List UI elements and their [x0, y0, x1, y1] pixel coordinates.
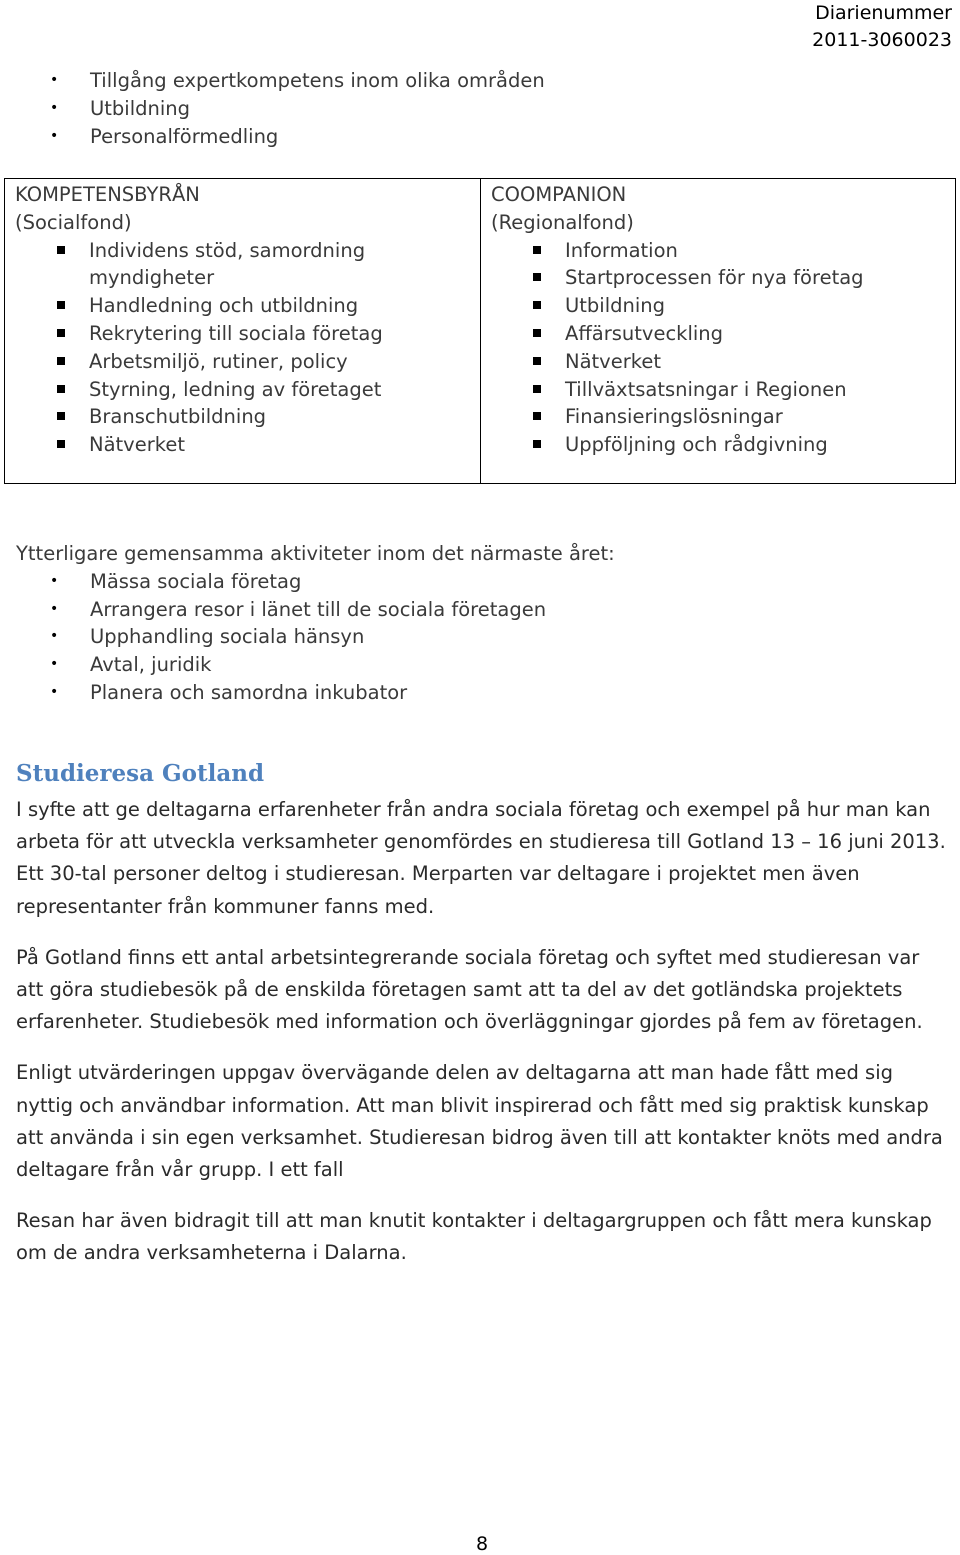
square-bullet-list [15, 237, 480, 459]
list-item: • Planera och samordna inkubator [50, 679, 615, 707]
list-item: Styrning, ledning av företaget [15, 376, 480, 404]
cell-subtitle: (Regionalfond) [491, 210, 634, 234]
diary-number: 2011-3060023 [812, 29, 952, 51]
paragraph: På Gotland finns ett antal arbetsintegrerande sociala företag och syftet med studieresan var att göra studiebesök på de enskilda företagen samt att ta del av det gotländska projektets erfarenheter. Studiebesök med information och överläggningar gjordes på fem av företagen. [16, 945, 923, 1034]
list-item: Nätverket [491, 348, 955, 376]
list-item: • Upphandling sociala hänsyn [50, 623, 615, 651]
list-item: Startprocessen för nya företag [491, 264, 955, 292]
list-item: Rekrytering till sociala företag [15, 320, 480, 348]
top-bullet-list [50, 67, 545, 150]
paragraph: I syfte att ge deltagarna erfarenheter från andra sociala företag och exempel på hur man kan arbeta för att utveckla verksamheter genomfördes en studieresa till Gotland 13 – 16 juni 2013. Ett 30-tal personer deltog i studieresan. Merparten var deltagare i projektet men även representanter från kommuner fanns med. [16, 798, 946, 918]
list-item: • Avtal, juridik [50, 651, 615, 679]
section-body [16, 794, 950, 1289]
square-bullet-list [491, 237, 955, 459]
coompanion-cell [481, 179, 955, 483]
paragraph: Resan har även bidragit till att man knutit kontakter i deltagargruppen och fått mera kunskap om de andra verksamheterna i Dalarna. [16, 1209, 932, 1265]
page-number: 8 [476, 1533, 489, 1555]
list-item: Affärsutveckling [491, 320, 955, 348]
list-item: Nätverket [15, 431, 480, 459]
list-item: • Mässa sociala företag [50, 568, 615, 596]
page-header [812, 0, 952, 54]
list-item: Individens stöd, samordning myndigheter [15, 237, 480, 293]
section-heading: Studieresa Gotland [16, 760, 265, 787]
list-item: Handledning och utbildning [15, 292, 480, 320]
list-item: • Tillgång expertkompetens inom olika områden [50, 67, 545, 95]
activities-intro: Ytterligare gemensamma aktiviteter inom det närmaste året: [16, 542, 615, 565]
list-item: Information [491, 237, 955, 265]
list-item: Tillväxtsatsningar i Regionen [491, 376, 955, 404]
list-item: • Arrangera resor i länet till de sociala företagen [50, 596, 615, 624]
list-item: Utbildning [491, 292, 955, 320]
list-item: Branschutbildning [15, 403, 480, 431]
paragraph: Enligt utvärderingen uppgav övervägande delen av deltagarna att man hade fått med sig nyttig och användbar information. Att man blivit inspirerad och fått med sig praktisk kunskap att använda i sin egen verksamhet. Studieresan bidrog även till att kontakter knöts med andra deltagare från vår grupp. I ett fall [16, 1061, 943, 1182]
list-item: • Personalförmedling [50, 123, 545, 151]
organisation-table [4, 178, 956, 484]
cell-subtitle: (Socialfond) [15, 210, 132, 234]
cell-title: COOMPANION [491, 183, 627, 206]
cell-title: KOMPETENSBYRÅN [15, 183, 200, 206]
list-item: Uppföljning och rådgivning [491, 431, 955, 459]
diary-label: Diarienummer [815, 2, 952, 24]
activities-list [16, 568, 615, 707]
list-item: Finansieringslösningar [491, 403, 955, 431]
list-item: • Utbildning [50, 95, 545, 123]
kompetensbyran-cell [5, 179, 481, 483]
list-item: Arbetsmiljö, rutiner, policy [15, 348, 480, 376]
additional-activities [16, 540, 615, 707]
